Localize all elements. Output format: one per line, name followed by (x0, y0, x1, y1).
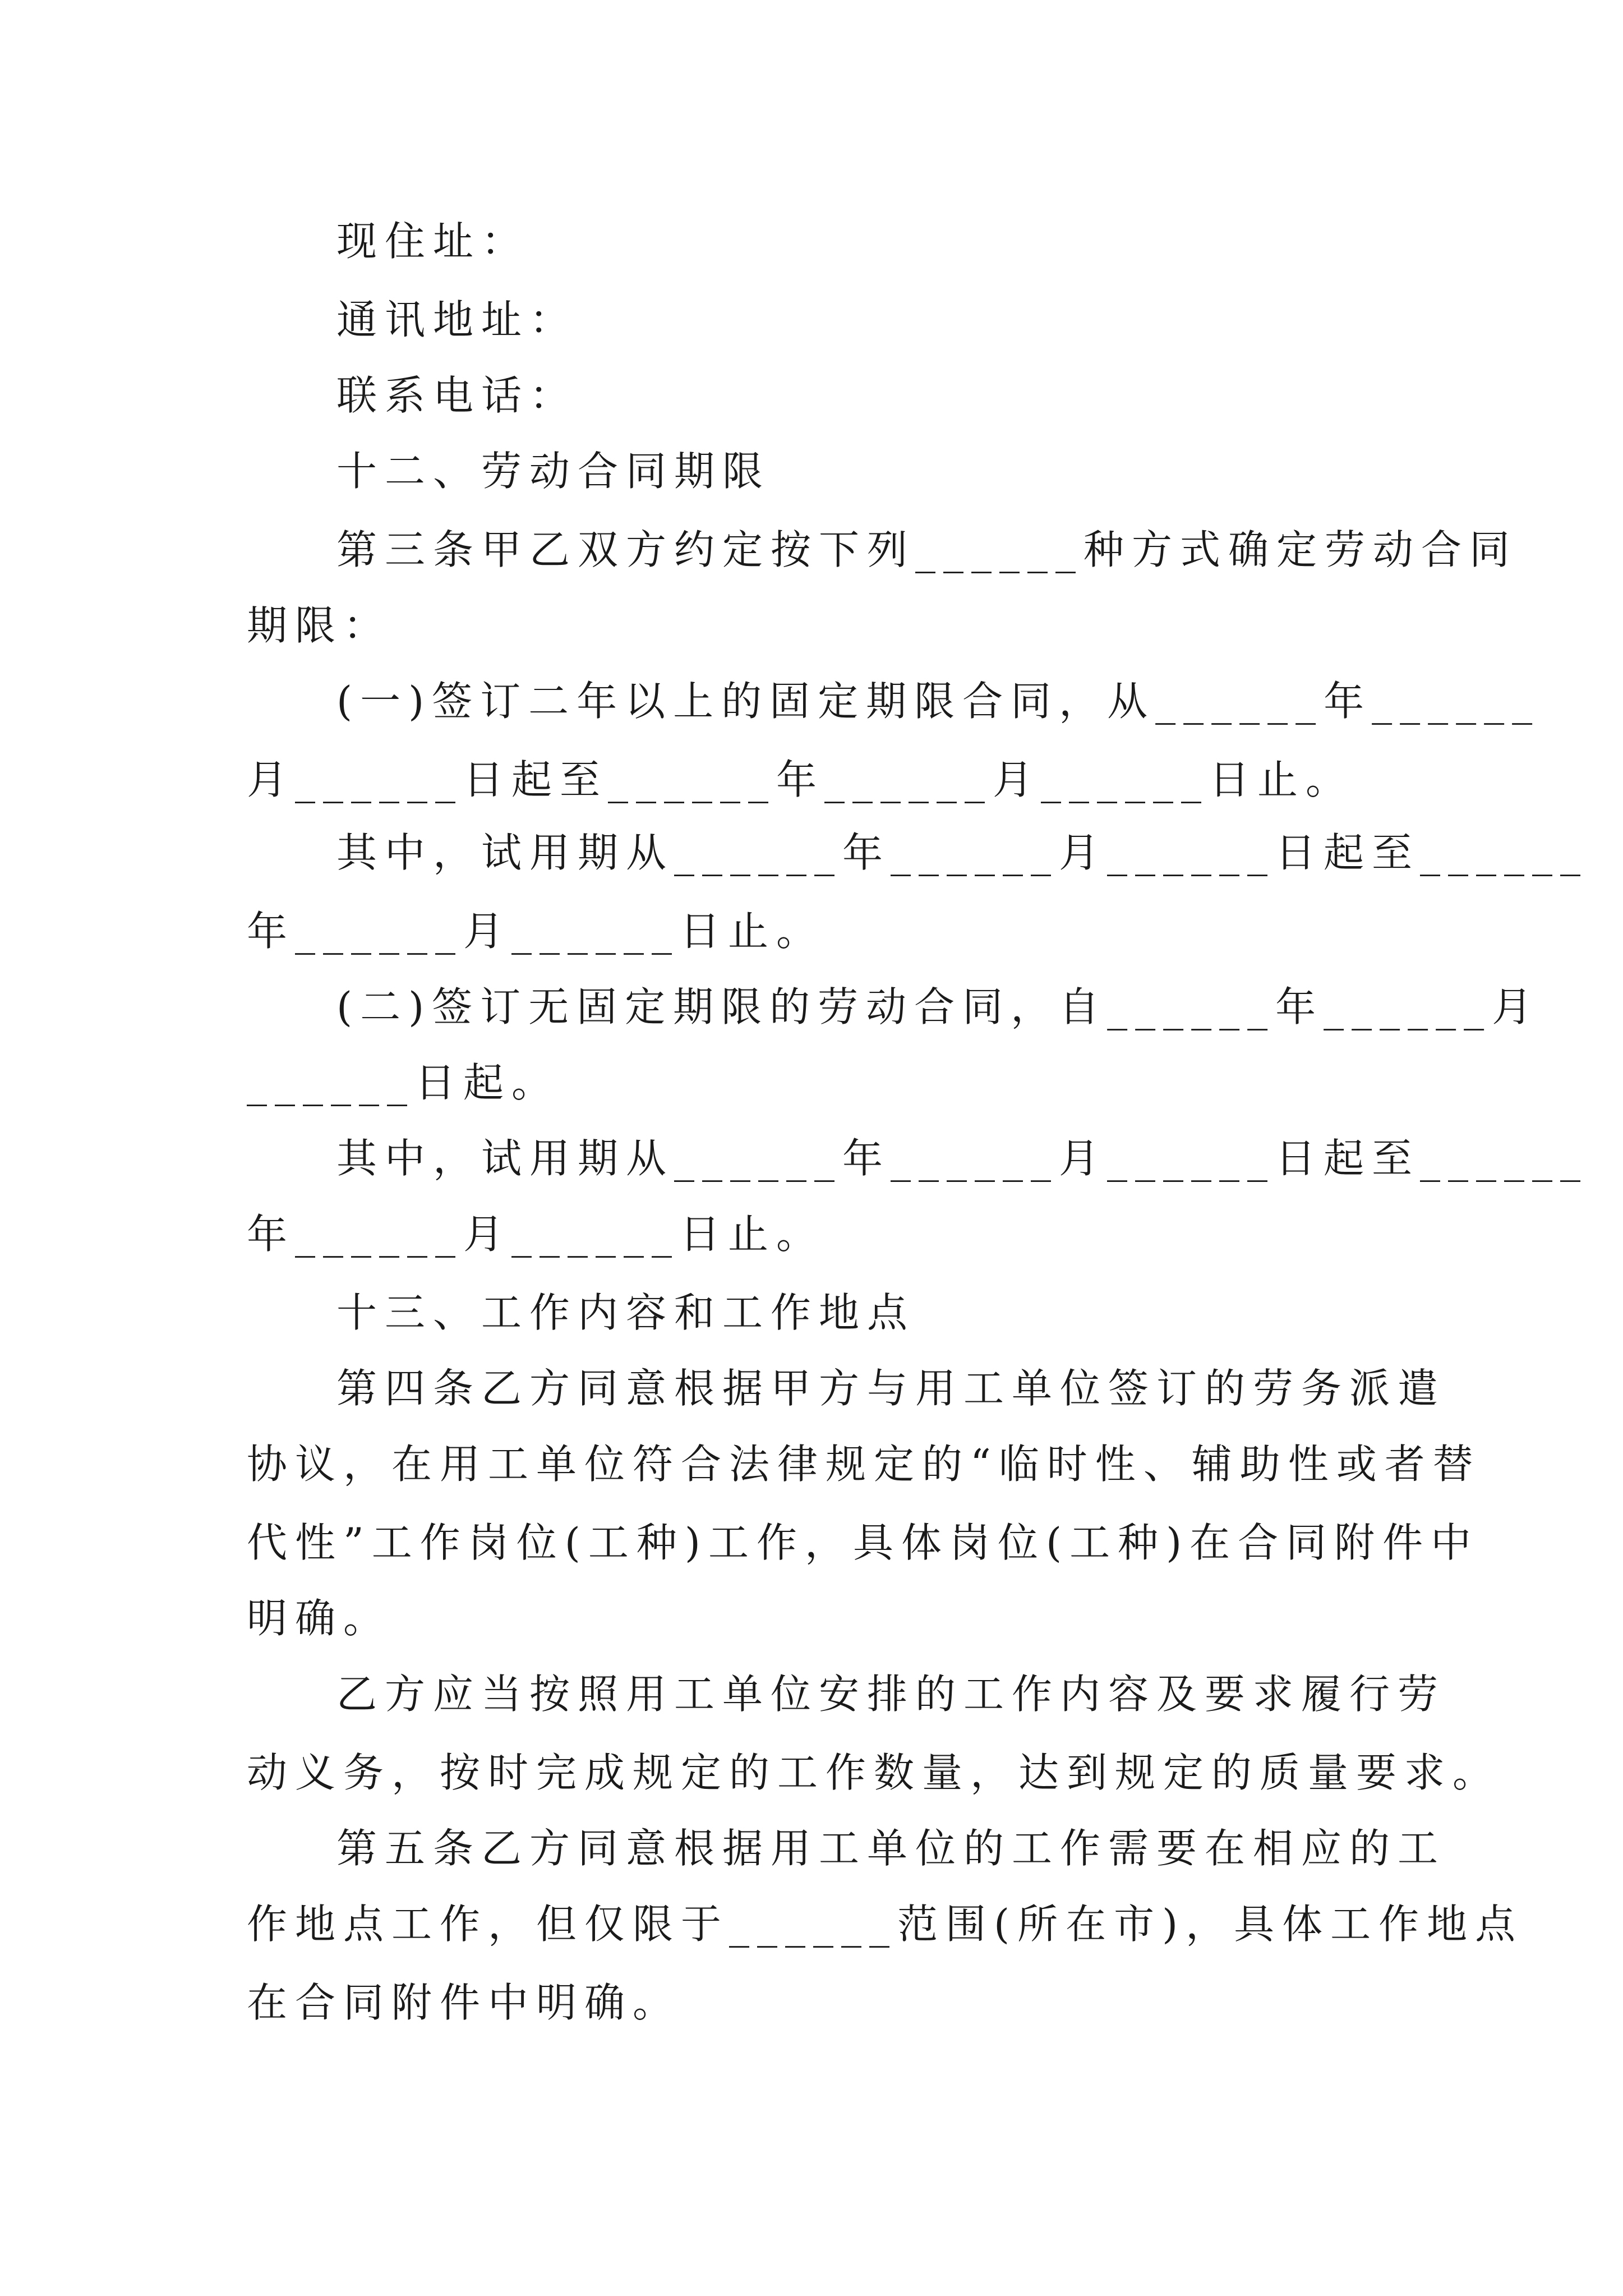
text-line: 第三条甲乙双方约定按下列______种方式确定劳动合同 (336, 526, 1518, 573)
mailing-address-line (0, 292, 1623, 348)
paragraph-line (0, 1745, 1623, 1801)
text-line: 作地点工作，但仅限于______范围(所在市)，具体工作地点 (247, 1901, 1524, 1948)
text-line: (一)签订二年以上的固定期限合同，从______年______ (336, 678, 1541, 725)
text-line: 十三、工作内容和工作地点 (336, 1289, 916, 1336)
paragraph-line (0, 825, 1623, 881)
paragraph-line (0, 1666, 1623, 1722)
paragraph-line (0, 1055, 1623, 1111)
text-line: 月______日起至______年______月______日止。 (247, 756, 1354, 803)
paragraph-line (0, 1436, 1623, 1492)
text-line: 第五条乙方同意根据用工单位的工作需要在相应的工 (336, 1825, 1446, 1872)
text-line: 第四条乙方同意根据甲方与用工单位签订的劳务派遣 (336, 1365, 1446, 1412)
paragraph-line (0, 1820, 1623, 1876)
text-line: 乙方应当按照用工单位安排的工作内容及要求履行劳 (336, 1671, 1446, 1718)
text-line: 年______月______日止。 (247, 1211, 825, 1258)
paragraph-line (0, 979, 1623, 1035)
text-line: 在合同附件中明确。 (247, 1979, 681, 2026)
text-line: 年______月______日止。 (247, 908, 825, 955)
text-line: 动义务，按时完成规定的工作数量，达到规定的质量要求。 (247, 1749, 1501, 1796)
text-line: 期限： (247, 602, 392, 649)
phone-line (0, 367, 1623, 424)
text-line: 其中，试用期从______年______月______日起至______ (336, 829, 1589, 876)
text-line: 通讯地址： (336, 296, 578, 343)
paragraph-line (0, 1975, 1623, 2031)
text-line: 代性”工作岗位(工种)工作，具体岗位(工种)在合同附件中 (247, 1519, 1479, 1566)
text-line: 协议，在用工单位符合法律规定的“临时性、辅助性或者替 (247, 1441, 1481, 1488)
paragraph-line (0, 1206, 1623, 1262)
text-line: (二)签订无固定期限的劳动合同，自______年______月 (336, 983, 1541, 1030)
address-line (0, 213, 1623, 269)
text-line: 现住址： (336, 218, 530, 265)
text-line: 其中，试用期从______年______月______日起至______ (336, 1135, 1589, 1182)
section-heading (0, 1285, 1623, 1341)
text-line: ______日起。 (247, 1059, 560, 1106)
paragraph-line (0, 903, 1623, 959)
text-line: 联系电话： (336, 372, 578, 419)
paragraph-line (0, 752, 1623, 808)
paragraph-line (0, 1590, 1623, 1646)
text-line: 十二、劳动合同期限 (336, 448, 771, 495)
paragraph-line (0, 673, 1623, 729)
paragraph-line (0, 1130, 1623, 1186)
paragraph-line (0, 597, 1623, 654)
paragraph-line (0, 522, 1623, 578)
paragraph-line (0, 1896, 1623, 1952)
section-heading (0, 443, 1623, 499)
paragraph-line (0, 1515, 1623, 1571)
text-line: 明确。 (247, 1595, 392, 1642)
paragraph-line (0, 1360, 1623, 1416)
